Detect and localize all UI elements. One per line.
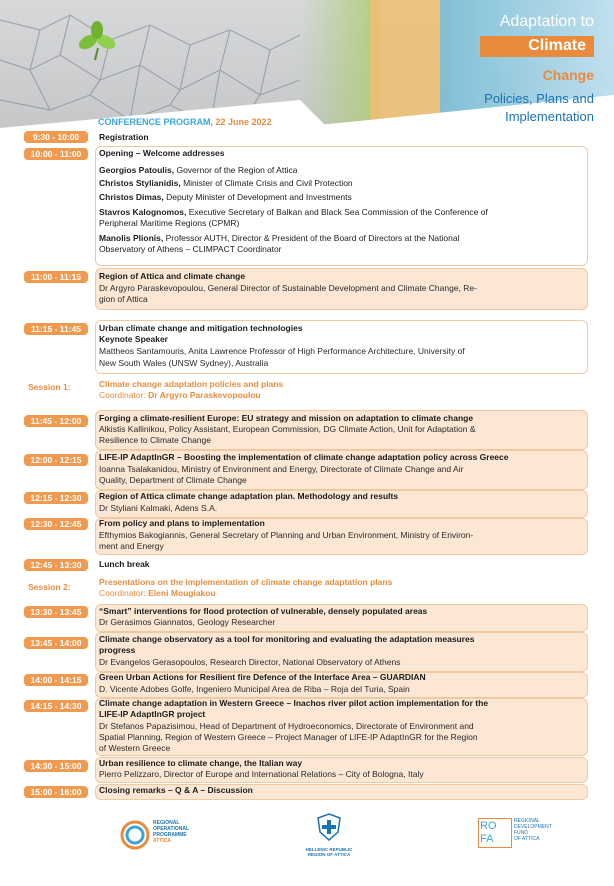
speaker-line: Dr Gerasimos Giannatos, Geology Researcher — [99, 617, 276, 627]
coordinator-line: Coordinator: Dr Argyro Paraskevopoulou — [99, 390, 261, 400]
time-badge: 10:00 - 11:00 — [24, 148, 88, 160]
item-title: Urban resilience to climate change, the Italian way — [99, 758, 303, 768]
speaker-line: Spatial Planning, Region of Western Greece – Project Manager of LIFE-IP AdaptInGR for the Region — [99, 732, 478, 742]
greek-emblem-icon — [316, 812, 342, 842]
session-title: Presentations on the implementation of climate change adaptation plans — [99, 577, 393, 587]
time-badge: 13:30 - 13:45 — [24, 606, 88, 618]
time-badge: 13:45 - 14:00 — [24, 637, 88, 649]
item-title: Region of Attica and climate change — [99, 271, 246, 281]
time-badge: 12:00 - 12:15 — [24, 454, 88, 466]
rop-circle-icon — [120, 820, 150, 850]
time-badge: 9:30 - 10:00 — [24, 131, 88, 143]
speaker-line: Christos Dimas, Deputy Minister of Development and Investments — [99, 192, 352, 202]
item-title: Urban climate change and mitigation technologies — [99, 323, 303, 333]
speaker-line: Manolis Plionis, Professor AUTH, Director & President of the Board of Directors at the National — [99, 233, 460, 243]
time-badge: 11:45 - 12:00 — [24, 415, 88, 427]
title-line-5: Implementation — [505, 109, 594, 124]
speaker-line: D. Vicente Adobes Golfe, Ingeniero Municipal Area de Riba – Roja del Turia, Spain — [99, 684, 410, 694]
time-badge: 12:30 - 12:45 — [24, 518, 88, 530]
item-subtitle: LIFE-IP AdaptInGR project — [99, 709, 206, 719]
title-line-1: Adaptation to — [499, 13, 594, 30]
time-badge: 15:00 - 16:00 — [24, 786, 88, 798]
speaker-line: Dr Styliani Kalmaki, Adens S.A. — [99, 503, 218, 513]
time-badge: 14:15 - 14:30 — [24, 700, 88, 712]
speaker-line: of Western Greece — [99, 743, 171, 753]
item-title: From policy and plans to implementation — [99, 518, 265, 528]
program-heading: CONFERENCE PROGRAM, 22 June 2022 — [98, 117, 272, 127]
item-title: Opening – Welcome addresses — [99, 148, 225, 158]
item-title: “Smart” interventions for flood protection of vulnerable, densely populated areas — [99, 606, 428, 616]
speaker-line: Dr Argyro Paraskevopoulou, General Director of Sustainable Development and Climate Change, Re- — [99, 283, 477, 293]
item-title: Closing remarks – Q & A – Discussion — [99, 785, 253, 795]
speaker-line: Efthymios Bakogiannis, General Secretary of Planning and Urban Environment, Ministry of Environ- — [99, 530, 474, 540]
footer-logos — [0, 812, 614, 872]
time-badge: 14:30 - 15:00 — [24, 760, 88, 772]
item-title: LIFE-IP AdaptInGR – Boosting the implementation of climate change adaptation policy across Greece — [99, 452, 509, 462]
hellenic-republic-logo: HELLENIC REPUBLIC REGION OF ATTICA — [304, 812, 354, 860]
speaker-line: ment and Energy — [99, 541, 164, 551]
speaker-line-cont: Peripheral Maritime Regions (CPMR) — [99, 218, 240, 228]
time-badge: 14:00 - 14:15 — [24, 674, 88, 686]
rop-attica-logo: REGIONAL OPERATIONAL PROGRAMME ATTICA — [120, 818, 200, 854]
title-line-2: Climate — [480, 36, 594, 57]
speaker-line: Pierro Pelizzaro, Director of Europe and International Relations – City of Bologna, Italy — [99, 769, 424, 779]
item-title: Lunch break — [99, 559, 150, 569]
time-badge: 11:00 - 11:15 — [24, 271, 88, 283]
item-title: Climate change observatory as a tool for monitoring and evaluating the adaptation measures — [99, 634, 475, 644]
item-title: Region of Attica climate change adaptation plan. Methodology and results — [99, 491, 399, 501]
title-line-4: Policies, Plans and — [484, 91, 594, 106]
speaker-line: Resilience to Climate Change — [99, 435, 211, 445]
speaker-line: Mattheos Santamouris, Anita Lawrence Professor of High Performance Architecture, University of — [99, 346, 465, 356]
speaker-line: Christos Stylianidis, Minister of Climate Crisis and Civil Protection — [99, 178, 353, 188]
item-title: Registration — [99, 132, 149, 142]
time-badge: 12:45 - 13:30 — [24, 559, 88, 571]
title-line-3: Change — [542, 67, 594, 83]
speaker-line-cont: Observatory of Athens – CLIMPACT Coordinator — [99, 244, 282, 254]
time-badge: 12:15 - 12:30 — [24, 492, 88, 504]
rofa-logo: RO FA REGIONAL DEVELOPMENT FUND OF ATTICA — [478, 818, 588, 854]
time-badge: 11:15 - 11:45 — [24, 323, 88, 335]
item-title: Green Urban Actions for Resilient fire Defence of the Interface Area – GUARDIAN — [99, 672, 426, 682]
speaker-line: Dr Evangelos Gerasopoulos, Research Director, National Observatory of Athens — [99, 657, 401, 667]
item-title: Climate change adaptation in Western Greece – Inachos river pilot action implementation for the — [99, 698, 489, 708]
session-title: Climate change adaptation policies and plans — [99, 379, 284, 389]
item-title: Forging a climate-resilient Europe: EU strategy and mission on adaptation to climate change — [99, 413, 474, 423]
speaker-line: gion of Attica — [99, 294, 148, 304]
speaker-line: Dr Stefanos Papazisimou, Head of Department of Hydroeconomics, Directorate of Environment and — [99, 721, 474, 731]
session-label: Session 2: — [28, 582, 71, 592]
speaker-line: Georgios Patoulis, Governor of the Region of Attica — [99, 165, 298, 175]
item-subtitle: progress — [99, 645, 136, 655]
speaker-line: Alkistis Kallinikou, Policy Assistant, European Commission, DG Climate Action, Unit for Adaptation & — [99, 424, 476, 434]
session-label: Session 1: — [28, 382, 71, 392]
speaker-line: New South Wales (UNSW Sydney), Australia — [99, 358, 269, 368]
header-banner — [0, 0, 614, 130]
coordinator-line: Coordinator: Eleni Mougiakou — [99, 588, 216, 598]
speaker-line: Stavros Kalognomos, Executive Secretary of Balkan and Black Sea Commission of the Conference of — [99, 207, 488, 217]
item-subtitle: Keynote Speaker — [99, 334, 168, 344]
speaker-line: Ioanna Tsalakanidou, Ministry of Environment and Energy, Directorate of Climate Change and Air — [99, 464, 464, 474]
speaker-line: Quality, Department of Climate Change — [99, 475, 247, 485]
